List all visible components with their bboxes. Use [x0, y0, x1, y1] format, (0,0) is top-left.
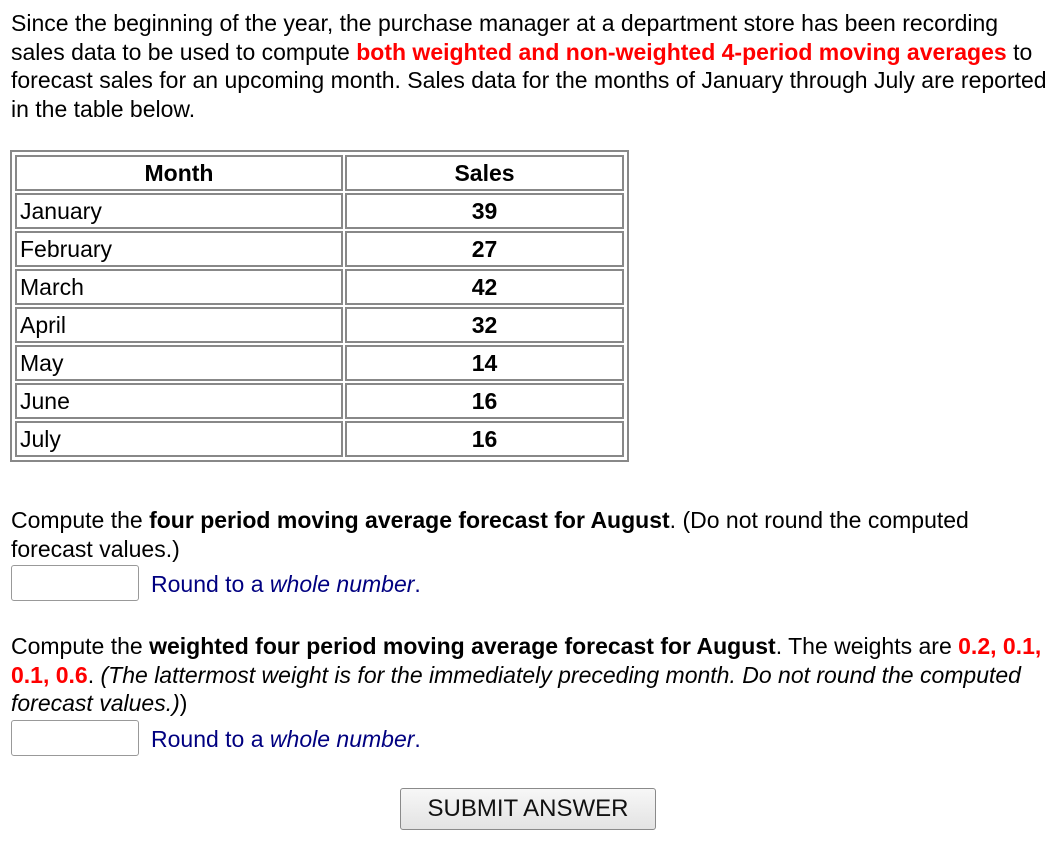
sales-cell: 39	[345, 193, 624, 229]
header-month: Month	[15, 155, 343, 191]
intro-text-2: to forecast sales for an upcoming month. Sales data for the months of January through July are reported in the table below.	[11, 38, 1047, 122]
intro-text-1: Since the beginning of the year, the purchase manager at a department store has been recording sales data to be used to compute	[11, 10, 999, 65]
sales-cell: 32	[345, 307, 624, 343]
q2-text-1: Compute the	[11, 633, 150, 659]
q2-round-hint	[151, 725, 421, 753]
q1-hint-italic: whole number	[269, 571, 415, 597]
q1-hint-text: Round to a	[151, 571, 270, 597]
q1-round-hint	[151, 570, 421, 598]
table-row	[15, 421, 624, 457]
sales-cell: 27	[345, 231, 624, 267]
q2-hint-italic: whole number	[269, 726, 415, 752]
month-cell: June	[15, 383, 343, 419]
q2-italic-note: (The lattermost weight is for the immediately preceding month. Do not round the computed forecast values.)	[11, 661, 1021, 716]
intro-highlight: both weighted and non-weighted 4-period moving averages	[356, 38, 1007, 65]
table-row	[15, 307, 624, 343]
sales-cell: 14	[345, 345, 624, 381]
sales-table	[10, 150, 629, 462]
weighted-average-answer-input[interactable]	[11, 720, 139, 756]
q1-hint-end: .	[414, 571, 421, 597]
question-2	[11, 632, 1051, 718]
sales-cell: 16	[345, 421, 624, 457]
month-cell: January	[15, 193, 343, 229]
header-sales: Sales	[345, 155, 624, 191]
submit-answer-button[interactable]: SUBMIT ANSWER	[400, 788, 656, 830]
moving-average-answer-input[interactable]	[11, 565, 139, 601]
q2-text-3: .	[87, 661, 101, 688]
table-row	[15, 383, 624, 419]
month-cell: February	[15, 231, 343, 267]
q2-hint-end: .	[414, 726, 421, 752]
table-row	[15, 231, 624, 267]
month-cell: July	[15, 421, 343, 457]
problem-intro	[11, 9, 1051, 123]
q2-bold: weighted four period moving average forecast for August	[149, 633, 776, 659]
q2-weights: 0.2, 0.1, 0.1, 0.6	[11, 633, 1042, 688]
table-row	[15, 193, 624, 229]
q1-bold: four period moving average forecast for August	[149, 507, 670, 533]
table-row	[15, 345, 624, 381]
sales-cell: 16	[345, 383, 624, 419]
month-cell: March	[15, 269, 343, 305]
q2-text-2: . The weights are	[775, 633, 959, 659]
q1-text-2: . (Do not round the computed forecast values.)	[11, 507, 969, 562]
q2-text-4: )	[179, 690, 188, 716]
table-row	[15, 269, 624, 305]
month-cell: May	[15, 345, 343, 381]
month-cell: April	[15, 307, 343, 343]
q2-hint-text: Round to a	[151, 726, 270, 752]
table-header-row	[15, 155, 624, 191]
q1-text-1: Compute the	[11, 507, 150, 533]
sales-cell: 42	[345, 269, 624, 305]
question-1	[11, 506, 1051, 563]
